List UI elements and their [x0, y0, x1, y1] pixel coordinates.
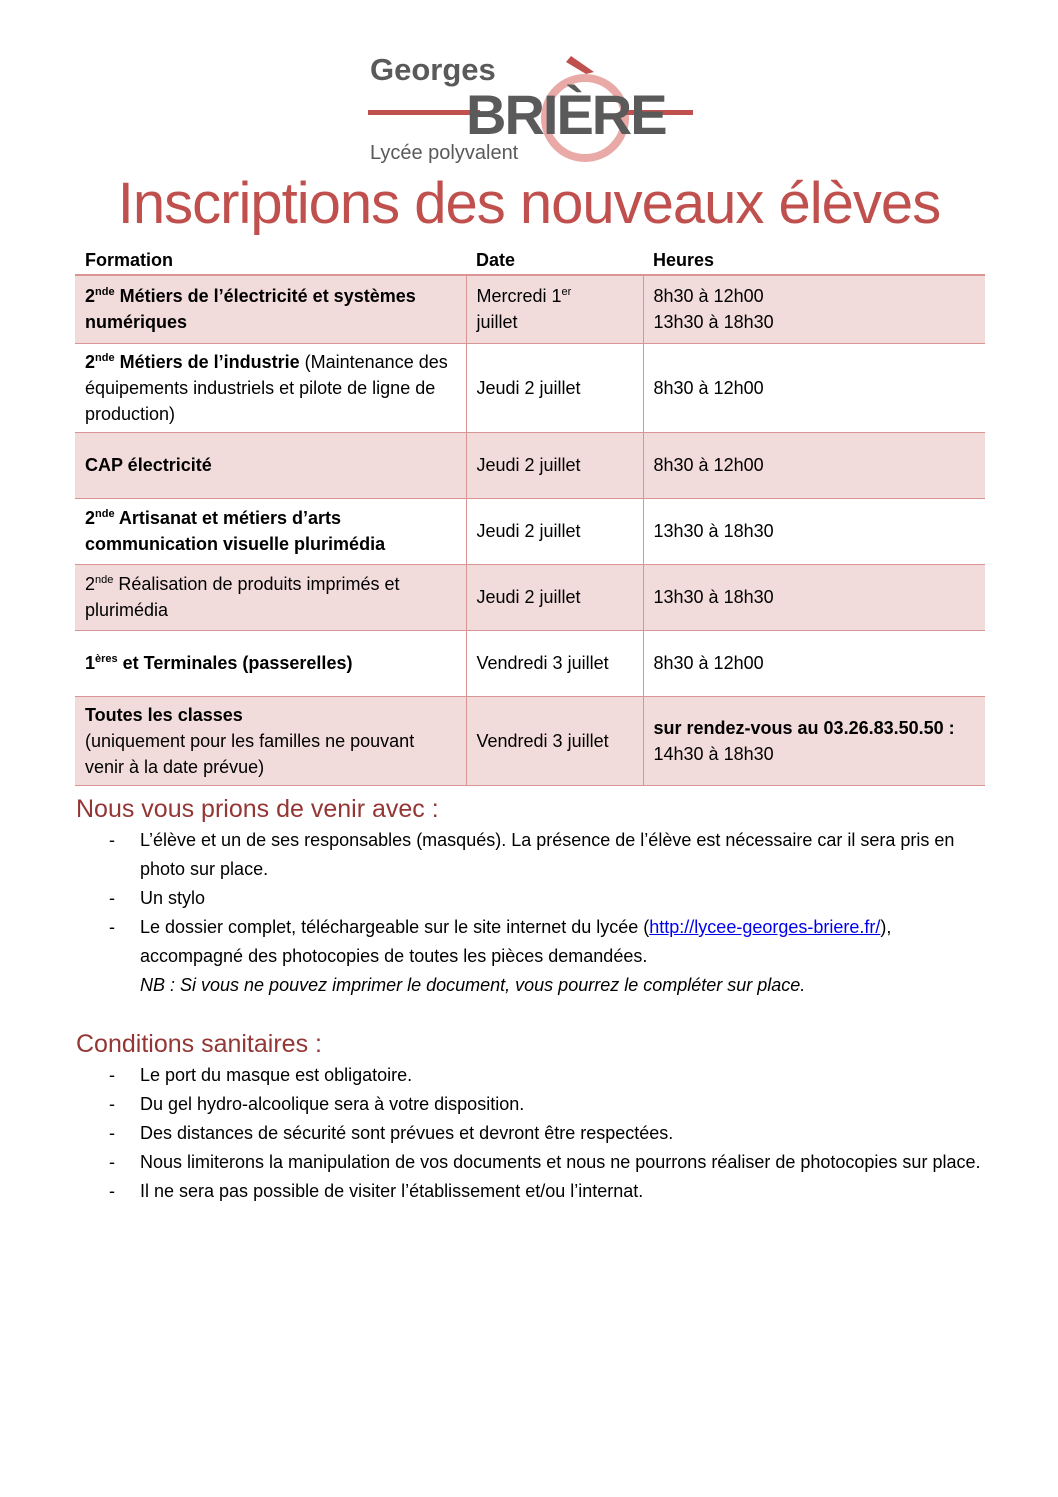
sanitary-section-title: Conditions sanitaires : — [76, 1030, 322, 1058]
date-cell: Jeudi 2 juillet — [466, 432, 643, 498]
table-header-row — [75, 246, 985, 275]
formation-cell: CAP électricité — [75, 432, 466, 498]
list-item: - Du gel hydro-alcoolique sera à votre disposition. — [106, 1090, 986, 1119]
date-cell: Mercredi 1er juillet — [466, 275, 643, 343]
table-row — [75, 630, 985, 696]
date-cell: Jeudi 2 juillet — [466, 564, 643, 630]
page-title: Inscriptions des nouveaux élèves — [117, 171, 941, 236]
hours-cell: 8h30 à 12h00 13h30 à 18h30 — [643, 275, 985, 343]
table-row — [75, 564, 985, 630]
bring-list — [106, 826, 986, 1000]
table-row — [75, 696, 985, 785]
schedule-table — [75, 246, 985, 786]
bring-section-title: Nous vous prions de venir avec : — [76, 795, 439, 823]
formation-cell: Toutes les classes (uniquement pour les familles ne pouvant venir à la date prévue) — [75, 696, 466, 785]
nb-note: NB : Si vous ne pouvez imprimer le document, vous pourrez le compléter sur place. — [140, 975, 806, 995]
formation-cell: 2nde Métiers de l’électricité et systèmes numériques — [75, 275, 466, 343]
sanitary-list — [106, 1061, 986, 1206]
list-item: - Nous limiterons la manipulation de vos documents et nous ne pourrons réaliser de photocopies sur place. — [106, 1148, 986, 1177]
list-item: - Des distances de sécurité sont prévues et devront être respectées. — [106, 1119, 986, 1148]
school-logo — [368, 52, 693, 164]
hours-cell: 8h30 à 12h00 — [643, 432, 985, 498]
school-website-link[interactable]: http://lycee-georges-briere.fr/ — [649, 917, 881, 937]
logo-graphic — [368, 52, 693, 164]
hours-cell: 13h30 à 18h30 — [643, 564, 985, 630]
formation-cell: 2nde Artisanat et métiers d’arts communication visuelle plurimédia — [75, 498, 466, 564]
date-cell: Vendredi 3 juillet — [466, 696, 643, 785]
header-hours: Heures — [643, 246, 985, 275]
hours-cell: 8h30 à 12h00 — [643, 630, 985, 696]
hours-cell: sur rendez-vous au 03.26.83.50.50 : 14h30 à 18h30 — [643, 696, 985, 785]
formation-cell: 2nde Métiers de l’industrie (Maintenance des équipements industriels et pilote de ligne de production) — [75, 343, 466, 432]
table-row — [75, 343, 985, 432]
table-row — [75, 432, 985, 498]
list-item: - Le port du masque est obligatoire. — [106, 1061, 986, 1090]
date-cell: Jeudi 2 juillet — [466, 498, 643, 564]
list-item: - Un stylo — [106, 884, 986, 913]
date-cell: Jeudi 2 juillet — [466, 343, 643, 432]
header-date: Date — [466, 246, 643, 275]
formation-cell: 2nde Réalisation de produits imprimés et plurimédia — [75, 564, 466, 630]
logo-line1: Georges — [370, 52, 496, 87]
table-row — [75, 275, 985, 343]
hours-cell: 8h30 à 12h00 — [643, 343, 985, 432]
date-cell: Vendredi 3 juillet — [466, 630, 643, 696]
logo-line2: BRIÈRE — [466, 83, 666, 146]
list-item: - Il ne sera pas possible de visiter l’établissement et/ou l’internat. — [106, 1177, 986, 1206]
formation-cell: 1ères et Terminales (passerelles) — [75, 630, 466, 696]
hours-cell: 13h30 à 18h30 — [643, 498, 985, 564]
logo-line3: Lycée polyvalent — [370, 142, 519, 164]
header-formation: Formation — [75, 246, 466, 275]
list-item: - Le dossier complet, téléchargeable sur le site internet du lycée (http://lycee-georges-briere.fr/), accompagné des photocopies de toutes les pièces demandées. NB : Si vous ne pouvez imprimer le document, vous pourrez le compléter sur place. — [106, 913, 986, 1000]
list-item: - L’élève et un de ses responsables (masqués). La présence de l’élève est nécessaire car il sera pris en photo sur place. — [106, 826, 986, 884]
table-row — [75, 498, 985, 564]
